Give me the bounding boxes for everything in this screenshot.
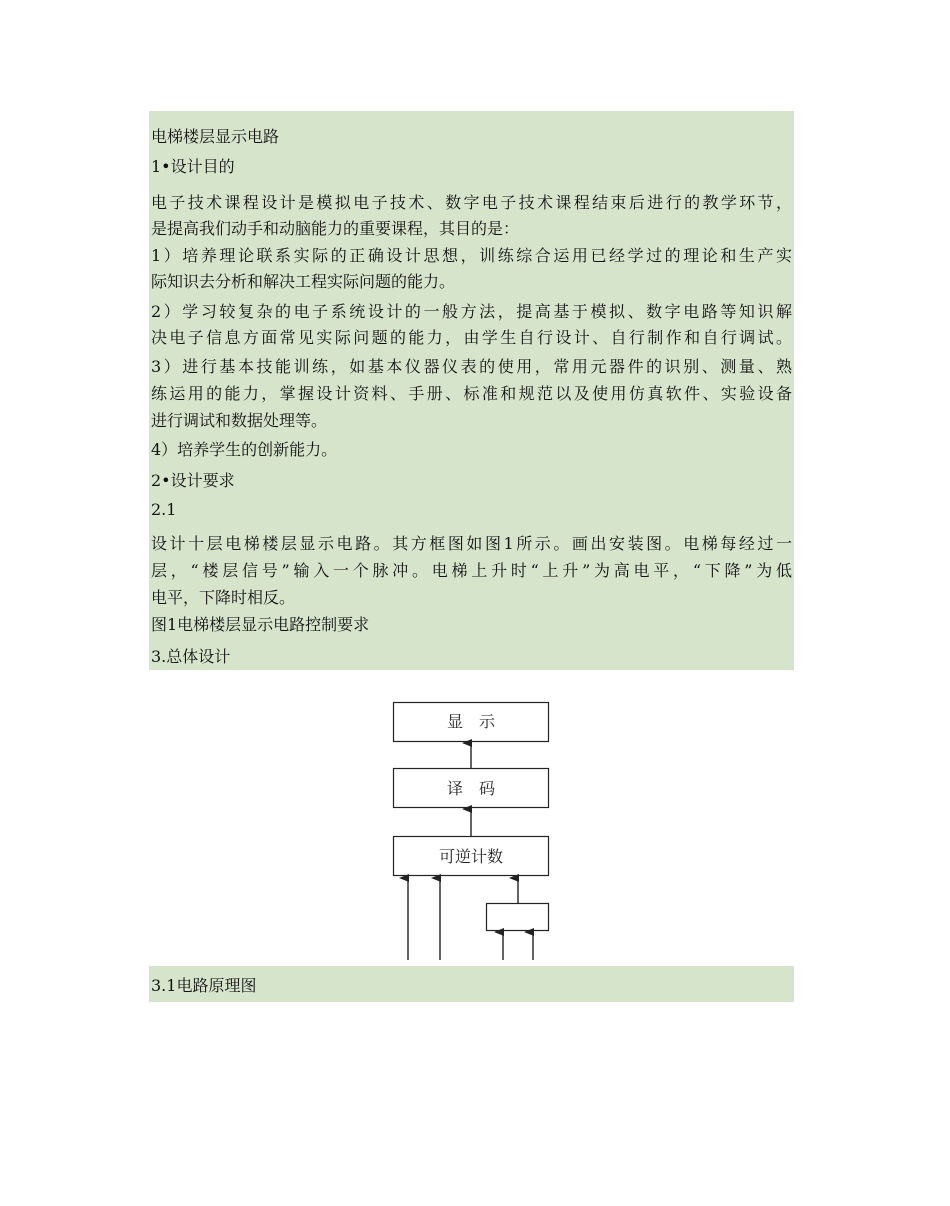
counter-box-label: 可逆计数 bbox=[438, 847, 504, 866]
section2-heading: 2•设计要求 bbox=[151, 471, 235, 490]
requirement-line-2: 层，“楼层信号”输入一个脉冲。电梯上升时“上升”为高电平，“下降”为低 bbox=[151, 561, 792, 580]
section1-heading: 1•设计目的 bbox=[151, 157, 235, 176]
item2-line-1: 2）学习较复杂的电子系统设计的一般方法，提高基于模拟、数字电路等知识解 bbox=[151, 302, 792, 321]
item3-line-1: 3）进行基本技能训练，如基本仪器仪表的使用，常用元器件的识别、测量、熟 bbox=[151, 357, 792, 376]
section3-heading: 3.总体设计 bbox=[151, 647, 231, 666]
requirement-line-3: 电平，下降时相反。 bbox=[151, 588, 296, 607]
requirement-line-1: 设计十层电梯楼层显示电路。其方框图如图1所示。画出安装图。电梯每经过一 bbox=[151, 534, 792, 553]
block-diagram bbox=[390, 698, 552, 960]
gate-box bbox=[487, 904, 549, 931]
section2-subheading: 2.1 bbox=[151, 500, 177, 519]
item2-line-2: 决电子信息方面常见实际问题的能力，由学生自行设计、自行制作和自行调试。 bbox=[151, 328, 792, 347]
item3-line-2: 练运用的能力，掌握设计资料、手册、标准和规范以及使用仿真软件、实验设备 bbox=[151, 384, 792, 403]
item1-line-2: 际知识去分析和解决工程实际问题的能力。 bbox=[151, 272, 456, 291]
figure-caption: 图1电梯楼层显示电路控制要求 bbox=[151, 615, 370, 634]
item3-line-3: 进行调试和数据处理等。 bbox=[151, 411, 328, 430]
item4-line: 4）培养学生的创新能力。 bbox=[151, 440, 338, 459]
block-diagram-figure bbox=[390, 698, 552, 960]
display-box-label: 显 示 bbox=[446, 712, 496, 731]
intro-line-2: 是提高我们动手和动脑能力的重要课程，其目的是： bbox=[151, 219, 520, 238]
intro-line-1: 电子技术课程设计是模拟电子技术、数字电子技术课程结束后进行的教学环节， bbox=[151, 193, 792, 212]
decode-box-label: 译 码 bbox=[446, 779, 496, 798]
document-title: 电梯楼层显示电路 bbox=[151, 127, 280, 146]
circuit-heading: 3.1电路原理图 bbox=[151, 976, 257, 995]
circuit-heading-block bbox=[149, 966, 794, 1002]
item1-line-1: 1）培养理论联系实际的正确设计思想，训练综合运用已经学过的理论和生产实 bbox=[151, 246, 792, 265]
main-text-block bbox=[149, 111, 794, 670]
